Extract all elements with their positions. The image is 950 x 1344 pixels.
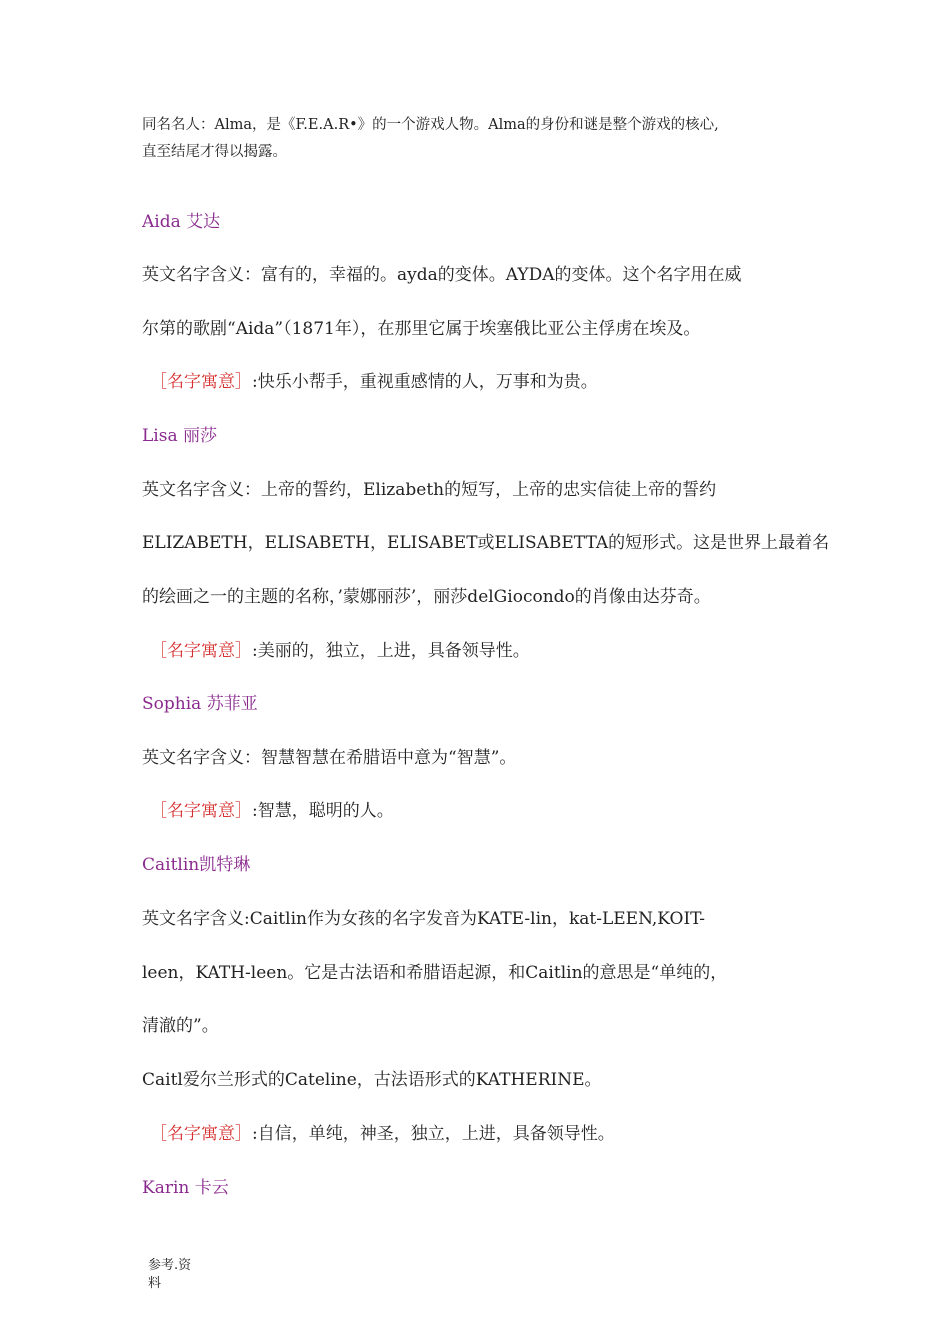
- entry-lisa-line-3: 的绘画之一的主题的名称，’蒙娜丽莎’，丽莎delGiocondo的肖像由达芬奇。: [142, 587, 711, 607]
- footer-line-2: 料: [148, 1276, 162, 1291]
- meaning-text: :快乐小帮手，重视重感情的人，万事和为贵。: [252, 372, 598, 392]
- entry-sophia-line-1: 英文名字含义：智慧智慧在希腊语中意为“智慧”。: [142, 748, 517, 768]
- meaning-tag: ［名字寓意］: [150, 641, 252, 661]
- entry-heading-caitlin: Caitlin凯特琳: [142, 855, 251, 875]
- entry-sophia-meaning: [150, 800, 394, 822]
- entry-aida-line-1: 英文名字含义：富有的，幸福的。ayda的变体。AYDA的变体。这个名字用在威: [142, 265, 742, 285]
- entry-lisa-line-2: ELIZABETH，ELISABETH，ELISABET或ELISABETTA的短形式。这是世界上最着名: [142, 533, 830, 553]
- footer-line-1: 参考.资: [148, 1258, 192, 1273]
- intro-line-2: 直至结尾才得以揭露。: [142, 144, 287, 160]
- entry-caitlin-line-1: 英文名字含义:Caitlin作为女孩的名字发音为KATE-lin，kat-LEEN,KOIT-: [142, 909, 706, 929]
- intro-line-1: 同名名人：Alma，是《F.E.A.R•》的一个游戏人物。Alma的身份和谜是整个游戏的核心,: [142, 117, 719, 133]
- meaning-tag: ［名字寓意］: [150, 801, 252, 821]
- meaning-tag: ［名字寓意］: [150, 1124, 252, 1144]
- entry-heading-sophia: Sophia 苏菲亚: [142, 694, 258, 714]
- entry-lisa-line-1: 英文名字含义：上帝的誓约，Elizabeth的短写，上帝的忠实信徒上帝的誓约: [142, 480, 717, 500]
- entry-heading-karin: Karin 卡云: [142, 1178, 229, 1198]
- entry-caitlin-line-2: leen，KATH-leen。它是古法语和希腊语起源，和Caitlin的意思是“单纯的，: [142, 963, 728, 983]
- entry-caitlin-line-3: 清澈的”。: [142, 1016, 219, 1036]
- meaning-text: :智慧，聪明的人。: [252, 801, 394, 821]
- meaning-text: :美丽的，独立，上进，具备领导性。: [252, 641, 530, 661]
- entry-aida-meaning: [150, 371, 598, 393]
- entry-caitlin-meaning: [150, 1123, 615, 1145]
- entry-heading-aida: Aida 艾达: [142, 212, 221, 232]
- meaning-text: :自信，单纯，神圣，独立，上进，具备领导性。: [252, 1124, 615, 1144]
- entry-lisa-meaning: [150, 640, 530, 662]
- entry-caitlin-line-4: Caitl爱尔兰形式的Cateline，古法语形式的KATHERINE。: [142, 1070, 602, 1090]
- meaning-tag: ［名字寓意］: [150, 372, 252, 392]
- entry-aida-line-2: 尔第的歌剧“Aida”（1871年），在那里它属于埃塞俄比亚公主俘虏在埃及。: [142, 319, 701, 339]
- entry-heading-lisa: Lisa 丽莎: [142, 426, 217, 446]
- page-footer: [148, 1257, 208, 1293]
